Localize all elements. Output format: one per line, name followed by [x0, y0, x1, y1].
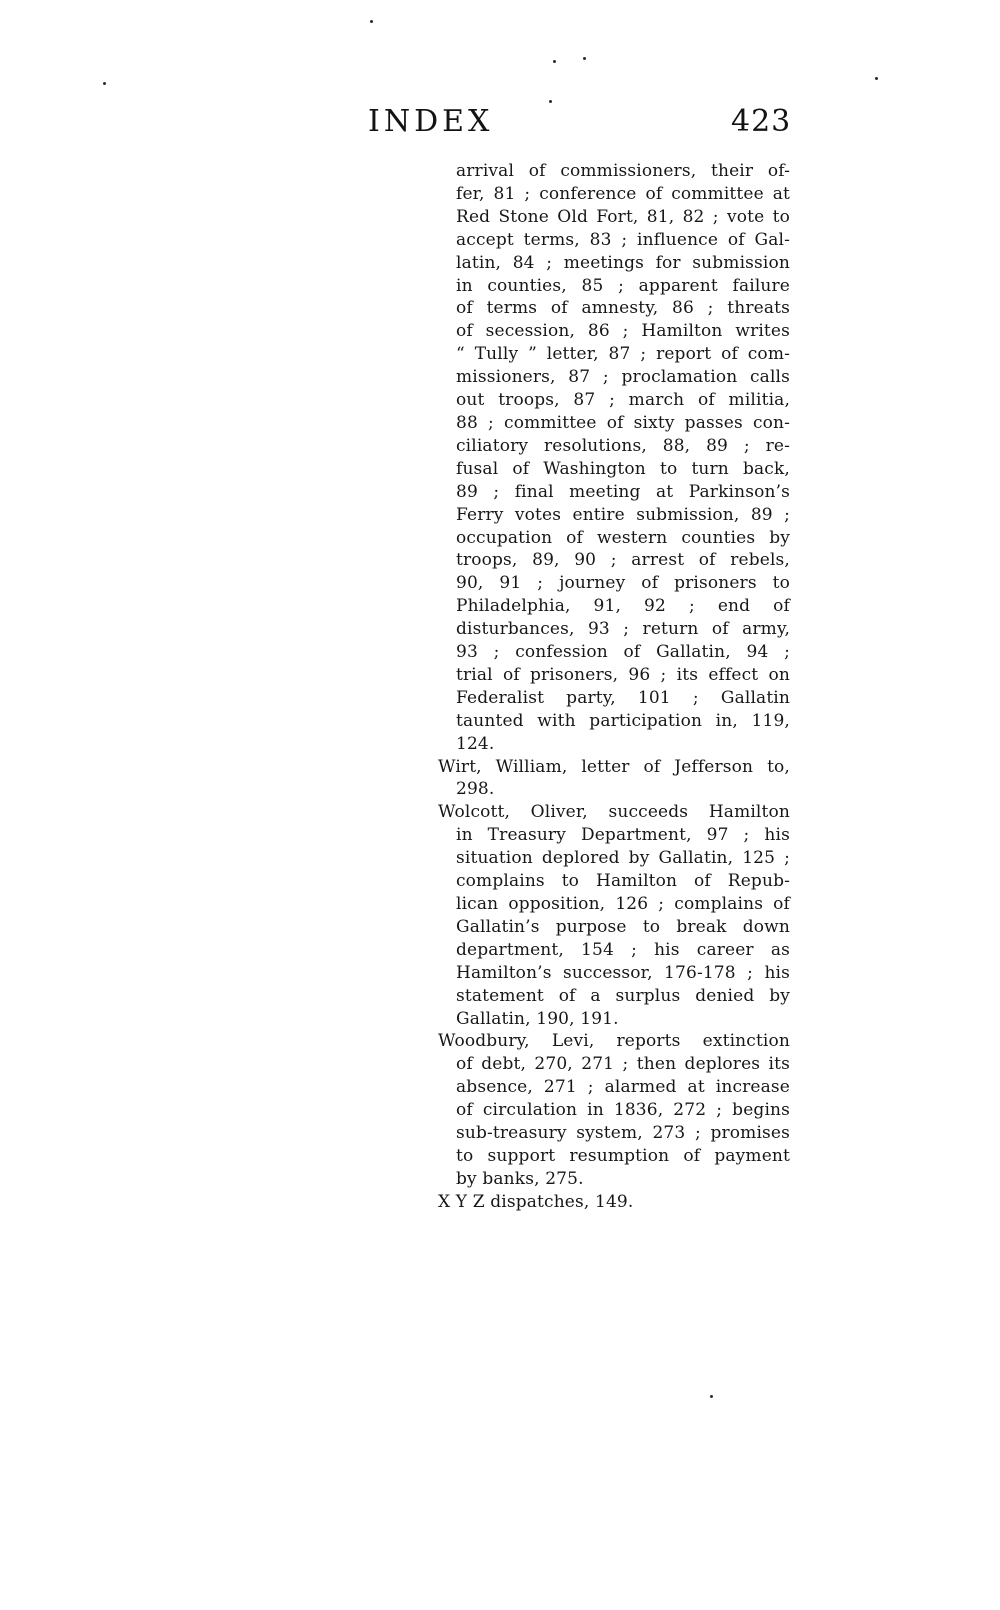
index-line: Gallatin’s purpose to break down	[456, 916, 790, 937]
index-line: Federalist party, 101 ; Gallatin	[456, 687, 790, 708]
scan-speck	[583, 57, 586, 60]
index-line: of secession, 86 ; Hamilton writes	[456, 321, 790, 342]
index-line: troops, 89, 90 ; arrest of rebels,	[456, 550, 790, 571]
index-line: absence, 271 ; alarmed at increase	[456, 1077, 790, 1098]
page-number: 423	[731, 104, 792, 139]
index-entry-headline: X Y Z dispatches, 149.	[438, 1191, 634, 1212]
index-line: of terms of amnesty, 86 ; threats	[456, 298, 790, 319]
scan-speck	[553, 60, 556, 63]
index-line: in Treasury Department, 97 ; his	[456, 825, 790, 846]
index-line: by banks, 275.	[456, 1168, 584, 1189]
index-line: fer, 81 ; conference of committee at	[456, 183, 790, 204]
index-line: 90, 91 ; journey of prisoners to	[456, 573, 790, 594]
index-line: fusal of Washington to turn back,	[456, 458, 790, 479]
page-title: INDEX	[368, 104, 494, 139]
scan-speck	[875, 77, 878, 80]
index-line: to support resumption of payment	[456, 1145, 790, 1166]
scan-speck	[103, 82, 106, 85]
index-line: occupation of western counties by	[456, 527, 790, 548]
index-line: 89 ; final meeting at Parkinson’s	[456, 481, 790, 502]
index-line: Gallatin, 190, 191.	[456, 1008, 619, 1029]
index-line: “ Tully ” letter, 87 ; report of com-	[456, 344, 790, 365]
index-line: 88 ; committee of sixty passes con-	[456, 412, 790, 433]
index-line: missioners, 87 ; proclamation calls	[456, 367, 790, 388]
index-line: Red Stone Old Fort, 81, 82 ; vote to	[456, 206, 790, 227]
scan-speck	[549, 100, 552, 103]
index-line: statement of a surplus denied by	[456, 985, 790, 1006]
index-line: Ferry votes entire submission, 89 ;	[456, 504, 790, 525]
index-line: of debt, 270, 271 ; then deplores its	[456, 1054, 790, 1075]
index-line: taunted with participation in, 119,	[456, 710, 790, 731]
index-line: in counties, 85 ; apparent failure	[456, 275, 790, 296]
index-line: department, 154 ; his career as	[456, 939, 790, 960]
index-entry-headline: Woodbury, Levi, reports extinction	[438, 1031, 790, 1052]
index-line: disturbances, 93 ; return of army,	[456, 619, 790, 640]
index-line: Philadelphia, 91, 92 ; end of	[456, 596, 790, 617]
index-line: of circulation in 1836, 272 ; begins	[456, 1100, 790, 1121]
index-line: situation deplored by Gallatin, 125 ;	[456, 848, 790, 869]
index-line: 124.	[456, 733, 495, 754]
index-line: 93 ; confession of Gallatin, 94 ;	[456, 642, 790, 663]
index-line: trial of prisoners, 96 ; its effect on	[456, 664, 790, 685]
index-entry-headline: Wirt, William, letter of Jefferson to,	[438, 756, 790, 777]
index-line: sub-treasury system, 273 ; promises	[456, 1123, 790, 1144]
index-line: complains to Hamilton of Repub-	[456, 871, 790, 892]
index-line: lican opposition, 126 ; complains of	[456, 894, 790, 914]
index-line: Hamilton’s successor, 176-178 ; his	[456, 962, 790, 983]
index-column	[438, 160, 790, 1214]
index-line: latin, 84 ; meetings for submission	[456, 252, 790, 273]
index-line: ciliatory resolutions, 88, 89 ; re-	[456, 435, 790, 456]
scan-speck	[710, 1395, 713, 1398]
index-line: 298.	[456, 779, 495, 800]
scan-speck	[370, 20, 373, 23]
index-line: out troops, 87 ; march of militia,	[456, 390, 790, 411]
index-line: arrival of commissioners, their of-	[456, 161, 790, 181]
index-line: accept terms, 83 ; influence of Gal-	[456, 229, 790, 250]
index-entry-headline: Wolcott, Oliver, succeeds Hamilton	[438, 802, 790, 823]
